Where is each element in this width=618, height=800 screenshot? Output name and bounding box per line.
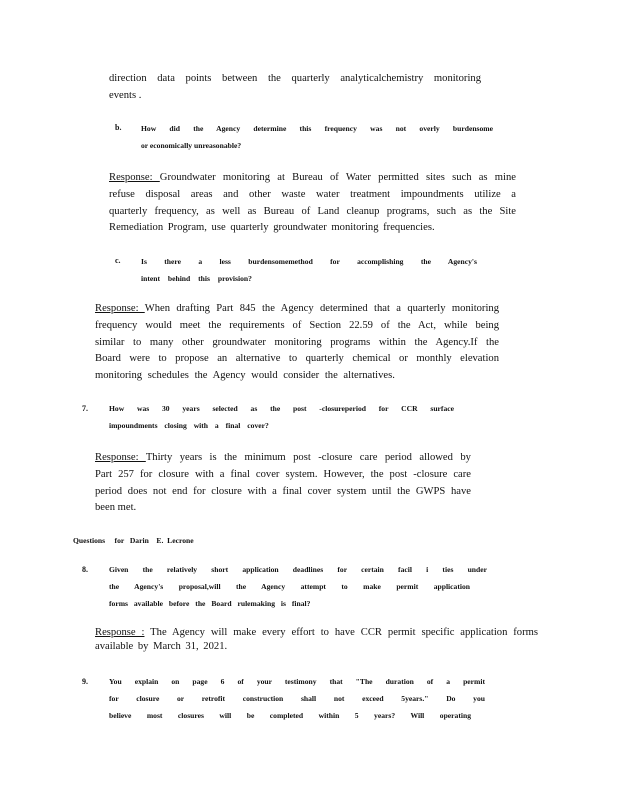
paragraph-line: refuse disposal areas and other waste water treatment impoundments utilize a (109, 188, 516, 200)
continuation-paragraph (109, 71, 481, 105)
paragraph-line: Part 257 for closure with a final cover system. However, the post -closure care (95, 468, 471, 480)
response-label: Response: (109, 172, 160, 183)
response-label: Response: (95, 452, 146, 463)
question-line: impoundments closing with a final cover? (109, 421, 269, 430)
question-line: forms available before the Board rulemaking is final? (109, 599, 311, 608)
paragraph-line: direction data points between the quarterly analyticalchemistry monitoring (109, 73, 481, 84)
question-label-9: 9. (82, 677, 88, 686)
section-heading: Questions for Darin E. Lecrone (73, 536, 194, 545)
paragraph-line: available by March 31, 2021. (95, 641, 228, 652)
paragraph-line: Board were to propose an alternative to quarterly chemical or monthly elevation (95, 353, 499, 365)
question-c-text (141, 253, 477, 287)
question-label-8: 8. (82, 565, 88, 574)
paragraph-line: events . (109, 89, 142, 101)
question-7-text (109, 400, 454, 434)
response-8-paragraph (95, 626, 538, 654)
question-line: intent behind this provision? (141, 274, 252, 283)
paragraph-line: frequency would meet the requirements of Section 22.59 of the Act, while being (95, 319, 499, 331)
question-line: or economically unreasonable? (141, 141, 242, 150)
question-label-b: b. (115, 123, 122, 132)
question-line: Is there a less burdensomemethod for accomplishing the Agency's (141, 257, 477, 266)
response-label: Response: (95, 303, 145, 314)
response-b-paragraph (109, 170, 516, 237)
paragraph-line: been met. (95, 502, 137, 514)
response-label: Response : (95, 627, 145, 638)
question-line: Given the relatively short application deadlines for certain facil i ties under (109, 565, 487, 574)
question-line: for closure or retrofit construction shall not exceed 5years." Do you (109, 694, 485, 703)
response-7-paragraph (95, 450, 471, 517)
paragraph-line: Response : The Agency will make every effort to have CCR permit specific application forms (95, 627, 538, 638)
response-c-paragraph (95, 301, 499, 385)
question-line: You explain on page 6 of your testimony that "The duration of a permit (109, 677, 485, 686)
paragraph-line: similar to many other groundwater monitoring programs within the Agency.If the (95, 336, 499, 348)
paragraph-line: monitoring schedules the Agency would consider the alternatives. (95, 370, 395, 382)
question-b-text (141, 120, 493, 154)
question-line: believe most closures will be completed within 5 years? Will operating (109, 711, 471, 720)
question-8-text (109, 561, 487, 612)
question-9-text (109, 673, 485, 724)
paragraph-line: Remediation Program, use quarterly groundwater monitoring frequencies. (109, 222, 435, 234)
paragraph-line: Response: Thirty years is the minimum post -closure care period allowed by (95, 452, 471, 463)
paragraph-line: Response: When drafting Part 845 the Agency determined that a quarterly monitoring (95, 303, 499, 314)
paragraph-line: period does not end for closure with a final cover system until the GWPS have (95, 485, 471, 497)
paragraph-line: Response: Groundwater monitoring at Bureau of Water permitted sites such as mine (109, 172, 516, 183)
question-line: How did the Agency determine this frequency was not overly burdensome (141, 124, 493, 133)
question-label-7: 7. (82, 404, 88, 413)
question-line: How was 30 years selected as the post -closureperiod for CCR surface (109, 404, 454, 413)
paragraph-line: quarterly frequency, as well as Bureau of Land cleanup programs, such as the Site (109, 205, 516, 217)
question-line: the Agency's proposal,will the Agency attempt to make permit application (109, 582, 470, 591)
question-label-c: c. (115, 256, 121, 265)
